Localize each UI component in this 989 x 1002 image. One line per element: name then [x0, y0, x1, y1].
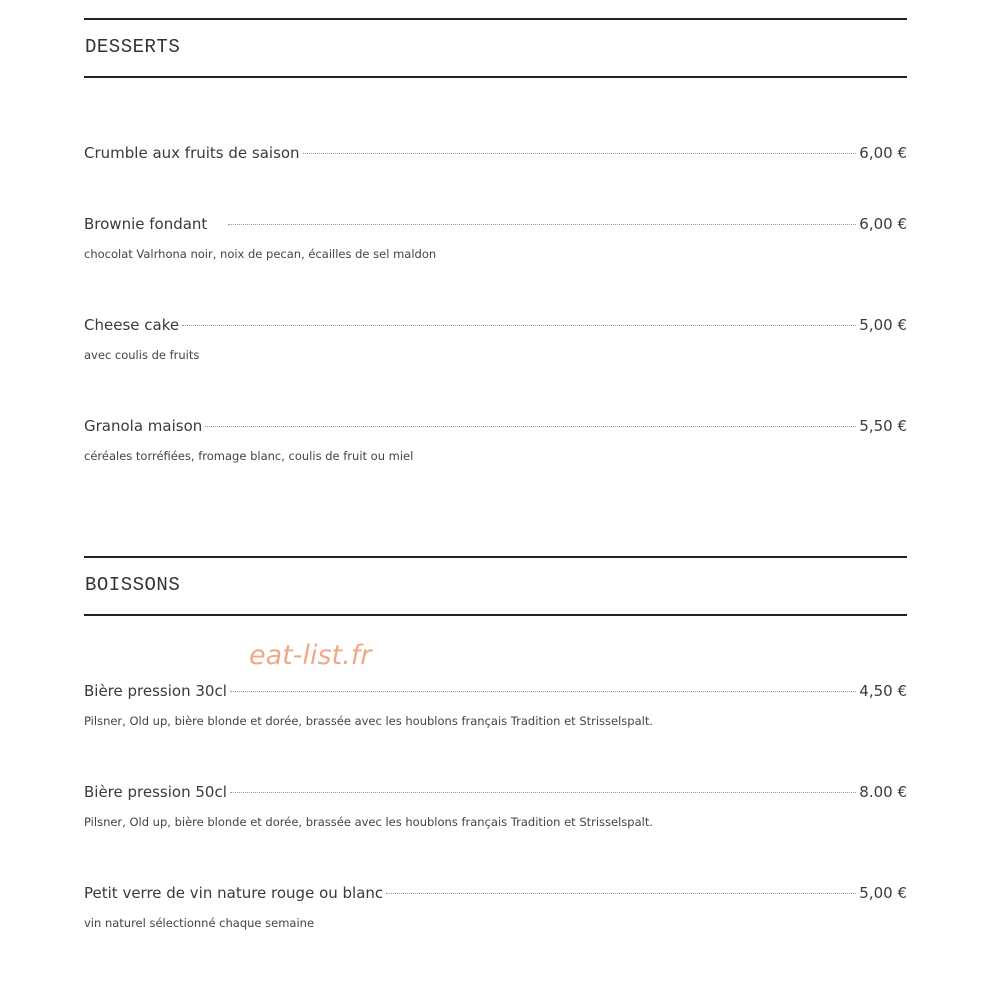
section-title: DESSERTS — [85, 36, 181, 58]
menu-item — [84, 315, 907, 363]
menu-item — [84, 214, 907, 262]
item-description: vin naturel sélectionné chaque semaine — [84, 916, 315, 930]
item-name: Cheese cake — [84, 316, 180, 334]
dot-leader — [205, 426, 856, 427]
section-header — [84, 18, 907, 78]
item-name: Brownie fondant — [84, 215, 208, 233]
item-price: 5,50 € — [859, 417, 907, 435]
menu-item — [84, 883, 907, 931]
item-price: 5,00 € — [859, 884, 907, 902]
item-price: 6,00 € — [859, 215, 907, 233]
item-description: chocolat Valrhona noir, noix de pecan, écailles de sel maldon — [84, 247, 437, 261]
menu-item — [84, 143, 907, 163]
item-price: 5,00 € — [859, 316, 907, 334]
item-price: 6,00 € — [859, 144, 907, 162]
dot-leader — [303, 153, 857, 154]
dot-leader — [386, 893, 856, 894]
section-header — [84, 556, 907, 616]
item-description: avec coulis de fruits — [84, 348, 200, 362]
menu-item — [84, 416, 907, 464]
item-description: Pilsner, Old up, bière blonde et dorée, brassée avec les houblons français Tradition et Strisselspalt. — [84, 815, 654, 829]
dot-leader — [182, 325, 856, 326]
item-name: Granola maison — [84, 417, 203, 435]
item-name: Bière pression 30cl — [84, 682, 227, 700]
item-description: céréales torréfiées, fromage blanc, coulis de fruit ou miel — [84, 449, 414, 463]
item-price: 4,50 € — [859, 682, 907, 700]
item-description: Pilsner, Old up, bière blonde et dorée, brassée avec les houblons français Tradition et Strisselspalt. — [84, 714, 654, 728]
item-name: Bière pression 50cl — [84, 783, 227, 801]
menu-item — [84, 782, 907, 830]
dot-leader — [230, 691, 856, 692]
section-title: BOISSONS — [85, 574, 181, 596]
item-name: Crumble aux fruits de saison — [84, 144, 300, 162]
item-price: 8.00 € — [859, 783, 907, 801]
menu-item — [84, 681, 907, 729]
item-name: Petit verre de vin nature rouge ou blanc — [84, 884, 384, 902]
watermark-text: eat-list.fr — [249, 640, 372, 671]
dot-leader — [228, 224, 856, 225]
dot-leader — [230, 792, 856, 793]
